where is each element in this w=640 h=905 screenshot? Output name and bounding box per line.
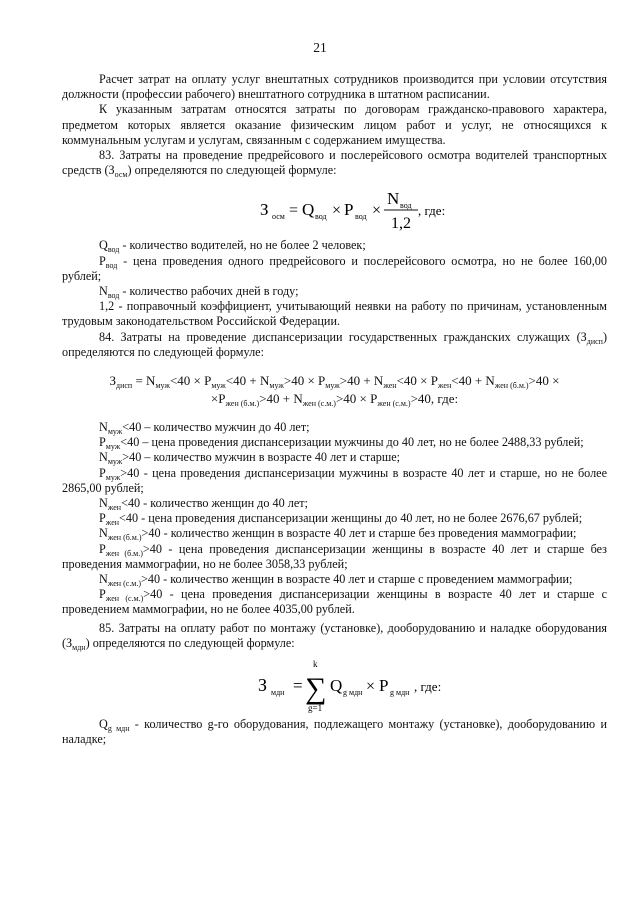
- formula-dispensary-line-1: $З_{дисп} = N_{муж}<40 \times P_{муж}<40 + N_{муж}>40 \times P_{муж}>40 + N_{жен}<40 \times P_{жен}<40 + N_{жен (б.м.)}>40$ ×: [109, 373, 560, 391]
- definition-item: [62, 717, 607, 747]
- definition-symbol: Q: [99, 238, 108, 253]
- definition-text: <40 – количество мужчин до 40 лет;: [122, 420, 310, 435]
- formula-installation-svg: [62, 655, 607, 713]
- formula-p-sub: вод: [355, 212, 367, 222]
- definition-text: >40 - количество женщин в возрасте 40 лет и старше без проведения маммографии;: [141, 526, 577, 541]
- document-body: [62, 72, 607, 748]
- formula-n: N: [387, 189, 400, 209]
- paragraph-staff-costs: Расчет затрат на оплату услуг внештатных сотрудников производится при условии отсутствия должности (профессии рабочего) внештатного сотрудника в штатном расписании.: [62, 72, 607, 102]
- definition-text: <40 – цена проведения диспансеризации мужчины до 40 лет, но не более 2488,33 рублей;: [120, 435, 584, 450]
- definition-text: >40 - цена проведения диспансеризации женщины в возрасте 40 лет и старше с проведением маммографии, но не более 4035,00 рублей.: [62, 587, 607, 617]
- definition-subscript: жен (с.м.): [105, 594, 144, 604]
- definition-subscript: вод: [107, 291, 120, 301]
- definition-symbol: Q: [99, 717, 108, 732]
- formula-lhs: З: [260, 200, 269, 220]
- section-83-definitions: [62, 238, 607, 329]
- definition-item: [62, 420, 607, 435]
- formula-n-sub: вод: [400, 201, 412, 211]
- formula-lhs-sub: осм: [272, 212, 285, 222]
- definition-subscript: муж: [107, 457, 123, 467]
- formula-inspection: [62, 182, 607, 234]
- definition-symbol: N: [99, 284, 108, 299]
- definition-item: [62, 526, 607, 541]
- definition-item: [62, 511, 607, 526]
- formula-q-sub: вод: [315, 212, 327, 222]
- page-number: 21: [313, 40, 327, 55]
- definition-symbol: P: [99, 587, 106, 602]
- formula-divisor: 1,2: [391, 215, 411, 233]
- definition-subscript: g мдн: [107, 724, 130, 734]
- formula-installation: [62, 655, 607, 713]
- formula-times-1: ×: [332, 202, 342, 220]
- definition-symbol: P: [99, 435, 106, 450]
- formula-dispensary: [62, 372, 607, 408]
- definition-item: [62, 542, 607, 572]
- definition-item: [62, 284, 607, 299]
- formula-times-2: ×: [372, 202, 382, 220]
- definition-subscript: муж: [105, 472, 121, 482]
- definition-text: >40 – количество мужчин в возрасте 40 лет и старше;: [122, 450, 401, 465]
- formula-p: P: [344, 200, 354, 220]
- sum-lower-limit: g=1: [308, 703, 323, 714]
- formula-eq: =: [293, 676, 303, 696]
- formula-inspection-svg: [62, 182, 607, 234]
- formula-q: Q: [302, 200, 315, 220]
- definition-symbol: P: [99, 465, 106, 480]
- definition-item: [62, 466, 607, 496]
- definition-text: >40 - количество женщин в возрасте 40 лет и старше с проведением маммографии;: [141, 572, 573, 587]
- definition-subscript: муж: [107, 427, 123, 437]
- definition-symbol: N: [99, 496, 108, 511]
- formula-q-sub: g мдн: [343, 688, 363, 698]
- section-84-intro: 84. Затраты на проведение диспансеризации государственных гражданских служащих $(З_{дисп})$ определяются по следующей формуле:: [62, 329, 607, 359]
- sum-upper-limit: k: [313, 659, 318, 670]
- definition-subscript: муж: [105, 442, 121, 452]
- definition-text: - цена проведения одного предрейсового и послерейсового осмотра, но не более 160,00 рублей;: [62, 253, 607, 283]
- formula-eq: =: [289, 202, 299, 220]
- formula-dispensary-line-2: $\times P_{жен (б.м.)}>40 + N_{жен (с.м.)}>40 \times P_{жен (с.м.)}>40$, где:: [210, 391, 459, 409]
- definition-symbol: N: [99, 420, 108, 435]
- definition-item: [62, 587, 607, 617]
- section-84-definitions: [62, 420, 607, 618]
- definition-item: [62, 572, 607, 587]
- definition-item: [62, 496, 607, 511]
- definition-subscript: вод: [105, 260, 118, 270]
- formula-times: ×: [366, 678, 376, 696]
- definition-symbol: N: [99, 572, 108, 587]
- definition-text: >40 - цена проведения диспансеризации женщины в возрасте 40 лет и старше без проведения маммографии, но не более 3058,33 рублей;: [62, 541, 607, 571]
- definition-symbol: N: [99, 450, 108, 465]
- definition-subscript: жен (б.м.): [107, 533, 142, 543]
- definition-text: <40 - количество женщин до 40 лет;: [121, 496, 308, 511]
- definition-symbol: N: [99, 526, 108, 541]
- definition-symbol: P: [99, 511, 106, 526]
- definition-item: [62, 238, 607, 253]
- formula-p-sub: g мдн: [390, 688, 410, 698]
- formula-q: Q: [330, 676, 343, 696]
- definition-text: >40 - цена проведения диспансеризации мужчины в возрасте 40 лет и старше, но не более 2865,00 рублей;: [62, 465, 607, 495]
- definition-item: [62, 254, 607, 284]
- definition-subscript: жен: [107, 503, 122, 513]
- section-85-definitions: [62, 717, 607, 747]
- definition-subscript: жен: [105, 518, 120, 528]
- section-85-intro: 85. Затраты на оплату работ по монтажу (установке), дооборудованию и наладке оборудования $(З_{мдн})$ определяются по следующей формуле:: [62, 620, 607, 652]
- definition-item: [62, 450, 607, 465]
- definition-subscript: жен (с.м.): [107, 579, 142, 589]
- definition-text: - поправочный коэффициент, учитывающий неявки на работу по причинам, установленным трудовым законодательством Российской Федерации.: [62, 299, 607, 329]
- formula-lhs: З: [258, 675, 268, 696]
- definition-item: [62, 435, 607, 450]
- definition-symbol: 1,2: [99, 299, 115, 314]
- definition-symbol: P: [99, 253, 106, 268]
- formula-p: P: [379, 676, 389, 696]
- sum-sign-icon: ∑: [305, 672, 327, 706]
- definition-text: <40 - цена проведения диспансеризации женщины до 40 лет, но не более 2676,67 рублей;: [119, 511, 583, 526]
- definition-text: - количество рабочих дней в году;: [119, 284, 299, 299]
- definition-item: [62, 299, 607, 329]
- formula-lhs-sub: мдн: [271, 688, 285, 698]
- paragraph-civil-contracts: К указанным затратам относятся затраты по договорам гражданско-правового характера, предметом которых является оказание физическим лицом работ и услуг, не относящихся к коммунальным услугам и услугам, связанным с содержанием имущества.: [62, 102, 607, 147]
- definition-subscript: жен (б.м.): [105, 548, 143, 558]
- formula-tail: , где:: [418, 203, 446, 219]
- definition-symbol: P: [99, 541, 106, 556]
- definition-text: - количество водителей, но не более 2 человек;: [119, 238, 366, 253]
- formula-tail: , где:: [414, 679, 442, 695]
- definition-subscript: вод: [107, 245, 120, 255]
- section-83-intro: 83. Затраты на проведение предрейсового и послерейсового осмотра водителей транспортных средств $(З_{осм})$ определяются по следующей формуле:: [62, 148, 607, 180]
- definition-text: - количество g-го оборудования, подлежащего монтажу (установке), дооборудованию и наладке;: [62, 717, 607, 747]
